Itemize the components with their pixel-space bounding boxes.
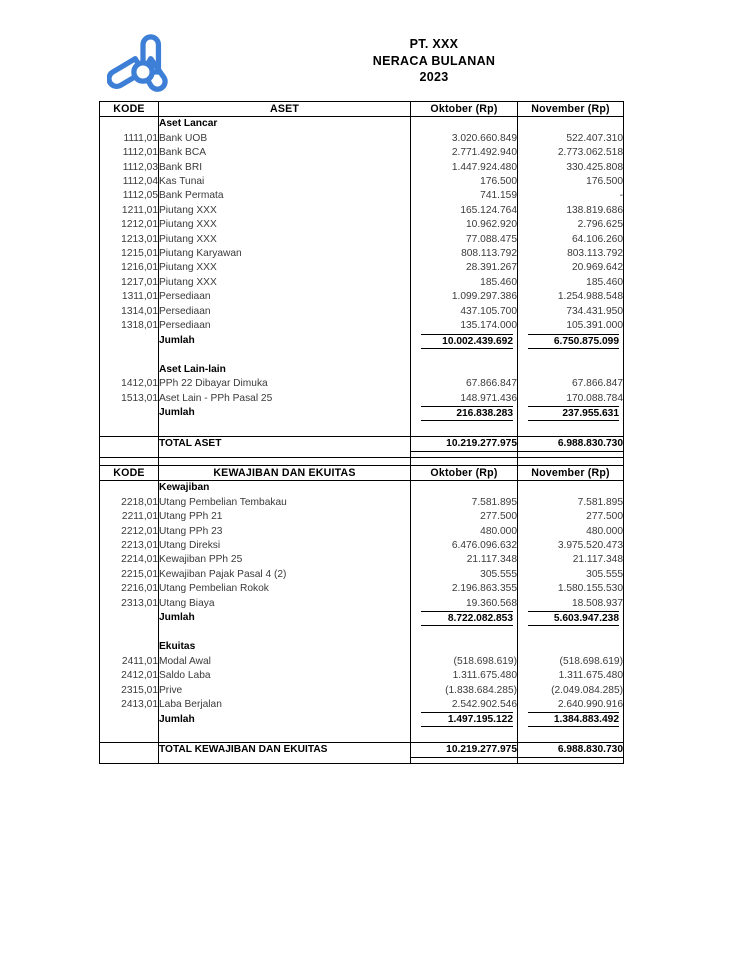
row-value-oktober: 1.447.924.480: [411, 161, 518, 175]
column-header-oktober: Oktober (Rp): [411, 465, 518, 480]
subtotal-value-oktober: [411, 712, 518, 727]
grand-total-label: TOTAL ASET: [159, 436, 411, 451]
row-value-november: 480.000: [518, 525, 624, 539]
row-code: 2216,01: [100, 582, 159, 596]
row-code: [100, 334, 159, 349]
row-code: 2211,01: [100, 510, 159, 524]
section-label: Aset Lancar: [159, 117, 411, 132]
table-row: [100, 553, 624, 567]
rule-cell: [518, 758, 624, 764]
row-value-oktober: 77.088.475: [411, 233, 518, 247]
table-row: [100, 233, 624, 247]
spacer-cell: [159, 626, 411, 640]
row-value-oktober: 6.476.096.632: [411, 539, 518, 553]
row-value-oktober: [411, 640, 518, 654]
section-label: Aset Lain-lain: [159, 363, 411, 377]
subtotal-value-oktober-value: 8.722.082.853: [421, 611, 513, 626]
row-account-name: Persediaan: [159, 290, 411, 304]
row-account-name: Utang PPh 21: [159, 510, 411, 524]
row-value-oktober: (1.838.684.285): [411, 684, 518, 698]
row-value-oktober: 176.500: [411, 175, 518, 189]
subtotal-value-november-value: 1.384.883.492: [528, 712, 619, 727]
spacer-cell: [100, 626, 159, 640]
table-row: [100, 290, 624, 304]
row-account-name: Bank BRI: [159, 161, 411, 175]
row-code: 2412,01: [100, 669, 159, 683]
table-row: [100, 525, 624, 539]
grand-total-label: TOTAL KEWAJIBAN DAN EKUITAS: [159, 742, 411, 757]
row-value-november: 305.555: [518, 568, 624, 582]
subtotal-value-oktober-value: 216.838.283: [421, 406, 513, 421]
row-value-november: 7.581.895: [518, 496, 624, 510]
row-account-name: Utang Biaya: [159, 597, 411, 611]
row-value-oktober: 19.360.568: [411, 597, 518, 611]
row-value-oktober: 305.555: [411, 568, 518, 582]
liabilities-pre-total-spacer: [100, 727, 624, 742]
row-code: 1513,01: [100, 392, 159, 406]
row-account-name: PPh 22 Dibayar Dimuka: [159, 377, 411, 391]
spacer-cell: [100, 421, 159, 436]
row-code: 2213,01: [100, 539, 159, 553]
assets-section-label-row: [100, 117, 624, 132]
row-account-name: Bank Permata: [159, 189, 411, 203]
row-code: 1112,05: [100, 189, 159, 203]
row-account-name: Piutang XXX: [159, 261, 411, 275]
column-header-oktober: Oktober (Rp): [411, 102, 518, 117]
row-code: 1217,01: [100, 276, 159, 290]
subtotal-value-november: [518, 611, 624, 626]
row-account-name: Saldo Laba: [159, 669, 411, 683]
spacer-cell: [411, 349, 518, 363]
row-value-oktober: (518.698.619): [411, 655, 518, 669]
row-value-oktober: 808.113.792: [411, 247, 518, 261]
assets-header-row: [100, 102, 624, 117]
table-row: [100, 496, 624, 510]
separator-cell: [100, 457, 159, 465]
spacer-cell: [159, 727, 411, 742]
subtotal-value-oktober-value: 10.002.439.692: [421, 334, 513, 349]
document-header: [99, 30, 623, 98]
row-value-oktober: 7.581.895: [411, 496, 518, 510]
row-account-name: Piutang XXX: [159, 276, 411, 290]
row-account-name: Persediaan: [159, 305, 411, 319]
row-account-name: Utang PPh 23: [159, 525, 411, 539]
row-value-november: 185.460: [518, 276, 624, 290]
table-row: [100, 698, 624, 712]
table-row: [100, 655, 624, 669]
row-value-november: -: [518, 189, 624, 203]
row-value-november: 277.500: [518, 510, 624, 524]
table-row: [100, 684, 624, 698]
row-code: 2413,01: [100, 698, 159, 712]
row-account-name: Laba Berjalan: [159, 698, 411, 712]
title-block: [239, 36, 629, 86]
row-value-oktober: [411, 117, 518, 132]
spacer-cell: [100, 349, 159, 363]
row-value-november: 330.425.808: [518, 161, 624, 175]
spacer-cell: [518, 349, 624, 363]
row-value-november: 803.113.792: [518, 247, 624, 261]
row-value-november: 67.866.847: [518, 377, 624, 391]
table-row: [100, 161, 624, 175]
row-value-oktober: 28.391.267: [411, 261, 518, 275]
subtotal-value-november: [518, 712, 624, 727]
row-code: 1216,01: [100, 261, 159, 275]
row-code: [100, 406, 159, 421]
section-label: Kewajiban: [159, 481, 411, 496]
subtotal-value-oktober: [411, 611, 518, 626]
row-code: [100, 436, 159, 451]
row-code: [100, 742, 159, 757]
row-account-name: Utang Direksi: [159, 539, 411, 553]
balance-table: [99, 101, 624, 764]
spacer-cell: [159, 421, 411, 436]
row-value-november: 1.580.155.530: [518, 582, 624, 596]
grand-total-underline-row: [100, 758, 624, 764]
row-value-november: 3.975.520.473: [518, 539, 624, 553]
table-row: [100, 510, 624, 524]
company-name: PT. XXX: [409, 37, 459, 51]
row-value-oktober: 135.174.000: [411, 319, 518, 333]
table-row: [100, 319, 624, 333]
table-row: [100, 247, 624, 261]
table-row: [100, 132, 624, 146]
row-value-oktober: 165.124.764: [411, 204, 518, 218]
subtotal-value-oktober: [411, 406, 518, 421]
row-code: 1111,01: [100, 132, 159, 146]
table-separator-row: [100, 457, 624, 465]
row-code: [100, 363, 159, 377]
row-code: [100, 640, 159, 654]
subtotal-value-november: [518, 334, 624, 349]
row-code: 2411,01: [100, 655, 159, 669]
row-value-november: 20.969.642: [518, 261, 624, 275]
row-code: 2214,01: [100, 553, 159, 567]
row-account-name: Utang Pembelian Tembakau: [159, 496, 411, 510]
row-value-oktober: 277.500: [411, 510, 518, 524]
row-code: 1215,01: [100, 247, 159, 261]
subtotal-label: Jumlah: [159, 712, 411, 727]
table-row: [100, 568, 624, 582]
propeller-logo-icon: [107, 32, 179, 98]
rule-cell: [100, 758, 159, 764]
row-value-november: 21.117.348: [518, 553, 624, 567]
row-value-november: 2.640.990.916: [518, 698, 624, 712]
row-code: 2212,01: [100, 525, 159, 539]
row-value-november: [518, 117, 624, 132]
table-row: [100, 392, 624, 406]
spacer-cell: [411, 421, 518, 436]
table-row: [100, 276, 624, 290]
report-title: NERACA BULANAN: [372, 53, 496, 68]
assets-pre-total-spacer: [100, 421, 624, 436]
row-code: [100, 712, 159, 727]
grand-total-value-oktober: 10.219.277.975: [411, 742, 518, 757]
report-year: 2023: [419, 70, 449, 84]
row-value-november: 138.819.686: [518, 204, 624, 218]
table-row: [100, 261, 624, 275]
table-row: [100, 305, 624, 319]
subtotal-value-november-value: 5.603.947.238: [528, 611, 619, 626]
grand-total-row: [100, 742, 624, 757]
row-value-november: 64.106.260: [518, 233, 624, 247]
row-value-november: [518, 481, 624, 496]
row-code: 1314,01: [100, 305, 159, 319]
row-value-november: 105.391.000: [518, 319, 624, 333]
row-account-name: Piutang XXX: [159, 233, 411, 247]
subtotal-row: [100, 712, 624, 727]
grand-total-value-november: 6.988.830.730: [518, 742, 624, 757]
column-header-description: ASET: [159, 102, 411, 117]
table-row: [100, 175, 624, 189]
row-code: 2215,01: [100, 568, 159, 582]
row-code: 2313,01: [100, 597, 159, 611]
table-row: [100, 189, 624, 203]
rule-cell: [159, 758, 411, 764]
liabilities-section-label-row: [100, 640, 624, 654]
row-account-name: Persediaan: [159, 319, 411, 333]
grand-total-row: [100, 436, 624, 451]
table-row: [100, 204, 624, 218]
row-account-name: Utang Pembelian Rokok: [159, 582, 411, 596]
row-value-oktober: 185.460: [411, 276, 518, 290]
row-code: [100, 611, 159, 626]
subtotal-value-november-value: 6.750.875.099: [528, 334, 619, 349]
row-code: 1311,01: [100, 290, 159, 304]
spacer-cell: [411, 626, 518, 640]
row-code: 1211,01: [100, 204, 159, 218]
grand-total-value-oktober: 10.219.277.975: [411, 436, 518, 451]
row-value-oktober: 21.117.348: [411, 553, 518, 567]
row-code: 1412,01: [100, 377, 159, 391]
subtotal-value-oktober-value: 1.497.195.122: [421, 712, 513, 727]
column-header-description: KEWAJIBAN DAN EKUITAS: [159, 465, 411, 480]
grand-total-value-november: 6.988.830.730: [518, 436, 624, 451]
spacer-cell: [518, 626, 624, 640]
column-header-november: November (Rp): [518, 102, 624, 117]
row-account-name: Kas Tunai: [159, 175, 411, 189]
row-value-november: 18.508.937: [518, 597, 624, 611]
subtotal-label: Jumlah: [159, 406, 411, 421]
row-account-name: Piutang Karyawan: [159, 247, 411, 261]
subtotal-label: Jumlah: [159, 611, 411, 626]
spacer-cell: [518, 421, 624, 436]
row-value-november: 1.254.988.548: [518, 290, 624, 304]
subtotal-value-november: [518, 406, 624, 421]
row-value-oktober: 10.962.920: [411, 218, 518, 232]
row-account-name: Prive: [159, 684, 411, 698]
row-code: 1318,01: [100, 319, 159, 333]
spacer-cell: [100, 727, 159, 742]
row-account-name: Modal Awal: [159, 655, 411, 669]
row-code: 2218,01: [100, 496, 159, 510]
row-value-november: 734.431.950: [518, 305, 624, 319]
row-value-november: 176.500: [518, 175, 624, 189]
subtotal-row: [100, 406, 624, 421]
row-account-name: Bank UOB: [159, 132, 411, 146]
row-code: 1112,03: [100, 161, 159, 175]
row-value-oktober: [411, 481, 518, 496]
rule-cell: [411, 758, 518, 764]
row-value-november: 170.088.784: [518, 392, 624, 406]
row-value-oktober: 2.771.492.940: [411, 146, 518, 160]
row-value-oktober: 741.159: [411, 189, 518, 203]
row-account-name: Piutang XXX: [159, 204, 411, 218]
row-value-oktober: 1.311.675.480: [411, 669, 518, 683]
subtotal-value-oktober: [411, 334, 518, 349]
table-row: [100, 539, 624, 553]
row-account-name: Aset Lain - PPh Pasal 25: [159, 392, 411, 406]
row-code: 2315,01: [100, 684, 159, 698]
row-value-oktober: 2.542.902.546: [411, 698, 518, 712]
row-value-oktober: 67.866.847: [411, 377, 518, 391]
separator-cell: [411, 457, 518, 465]
separator-cell: [518, 457, 624, 465]
table-row: [100, 669, 624, 683]
row-value-november: 2.773.062.518: [518, 146, 624, 160]
liabilities-spacer-row: [100, 626, 624, 640]
row-code: 1212,01: [100, 218, 159, 232]
row-account-name: Piutang XXX: [159, 218, 411, 232]
row-value-november: 1.311.675.480: [518, 669, 624, 683]
row-value-november: 2.796.625: [518, 218, 624, 232]
row-code: [100, 481, 159, 496]
table-row: [100, 218, 624, 232]
table-row: [100, 582, 624, 596]
column-header-kode: KODE: [100, 102, 159, 117]
spacer-cell: [518, 727, 624, 742]
liabilities-header-row: [100, 465, 624, 480]
row-value-oktober: 1.099.297.386: [411, 290, 518, 304]
row-value-oktober: [411, 363, 518, 377]
row-value-oktober: 3.020.660.849: [411, 132, 518, 146]
column-header-november: November (Rp): [518, 465, 624, 480]
row-value-november: (518.698.619): [518, 655, 624, 669]
row-account-name: Kewajiban Pajak Pasal 4 (2): [159, 568, 411, 582]
liabilities-section-label-row: [100, 481, 624, 496]
table-row: [100, 377, 624, 391]
row-value-november: 522.407.310: [518, 132, 624, 146]
table-row: [100, 597, 624, 611]
separator-cell: [159, 457, 411, 465]
row-account-name: Bank BCA: [159, 146, 411, 160]
row-value-november: [518, 363, 624, 377]
assets-spacer-row: [100, 349, 624, 363]
section-label: Ekuitas: [159, 640, 411, 654]
row-value-november: (2.049.084.285): [518, 684, 624, 698]
spacer-cell: [411, 727, 518, 742]
row-code: 1112,04: [100, 175, 159, 189]
subtotal-row: [100, 334, 624, 349]
row-value-oktober: 2.196.863.355: [411, 582, 518, 596]
table-row: [100, 146, 624, 160]
row-code: 1213,01: [100, 233, 159, 247]
subtotal-value-november-value: 237.955.631: [528, 406, 619, 421]
row-value-november: [518, 640, 624, 654]
subtotal-label: Jumlah: [159, 334, 411, 349]
column-header-kode: KODE: [100, 465, 159, 480]
row-code: 1112,01: [100, 146, 159, 160]
row-account-name: Kewajiban PPh 25: [159, 553, 411, 567]
subtotal-row: [100, 611, 624, 626]
spacer-cell: [159, 349, 411, 363]
row-value-oktober: 148.971.436: [411, 392, 518, 406]
balance-sheet-tables: [99, 101, 623, 764]
row-value-oktober: 480.000: [411, 525, 518, 539]
row-code: [100, 117, 159, 132]
assets-section-label-row: [100, 363, 624, 377]
row-value-oktober: 437.105.700: [411, 305, 518, 319]
